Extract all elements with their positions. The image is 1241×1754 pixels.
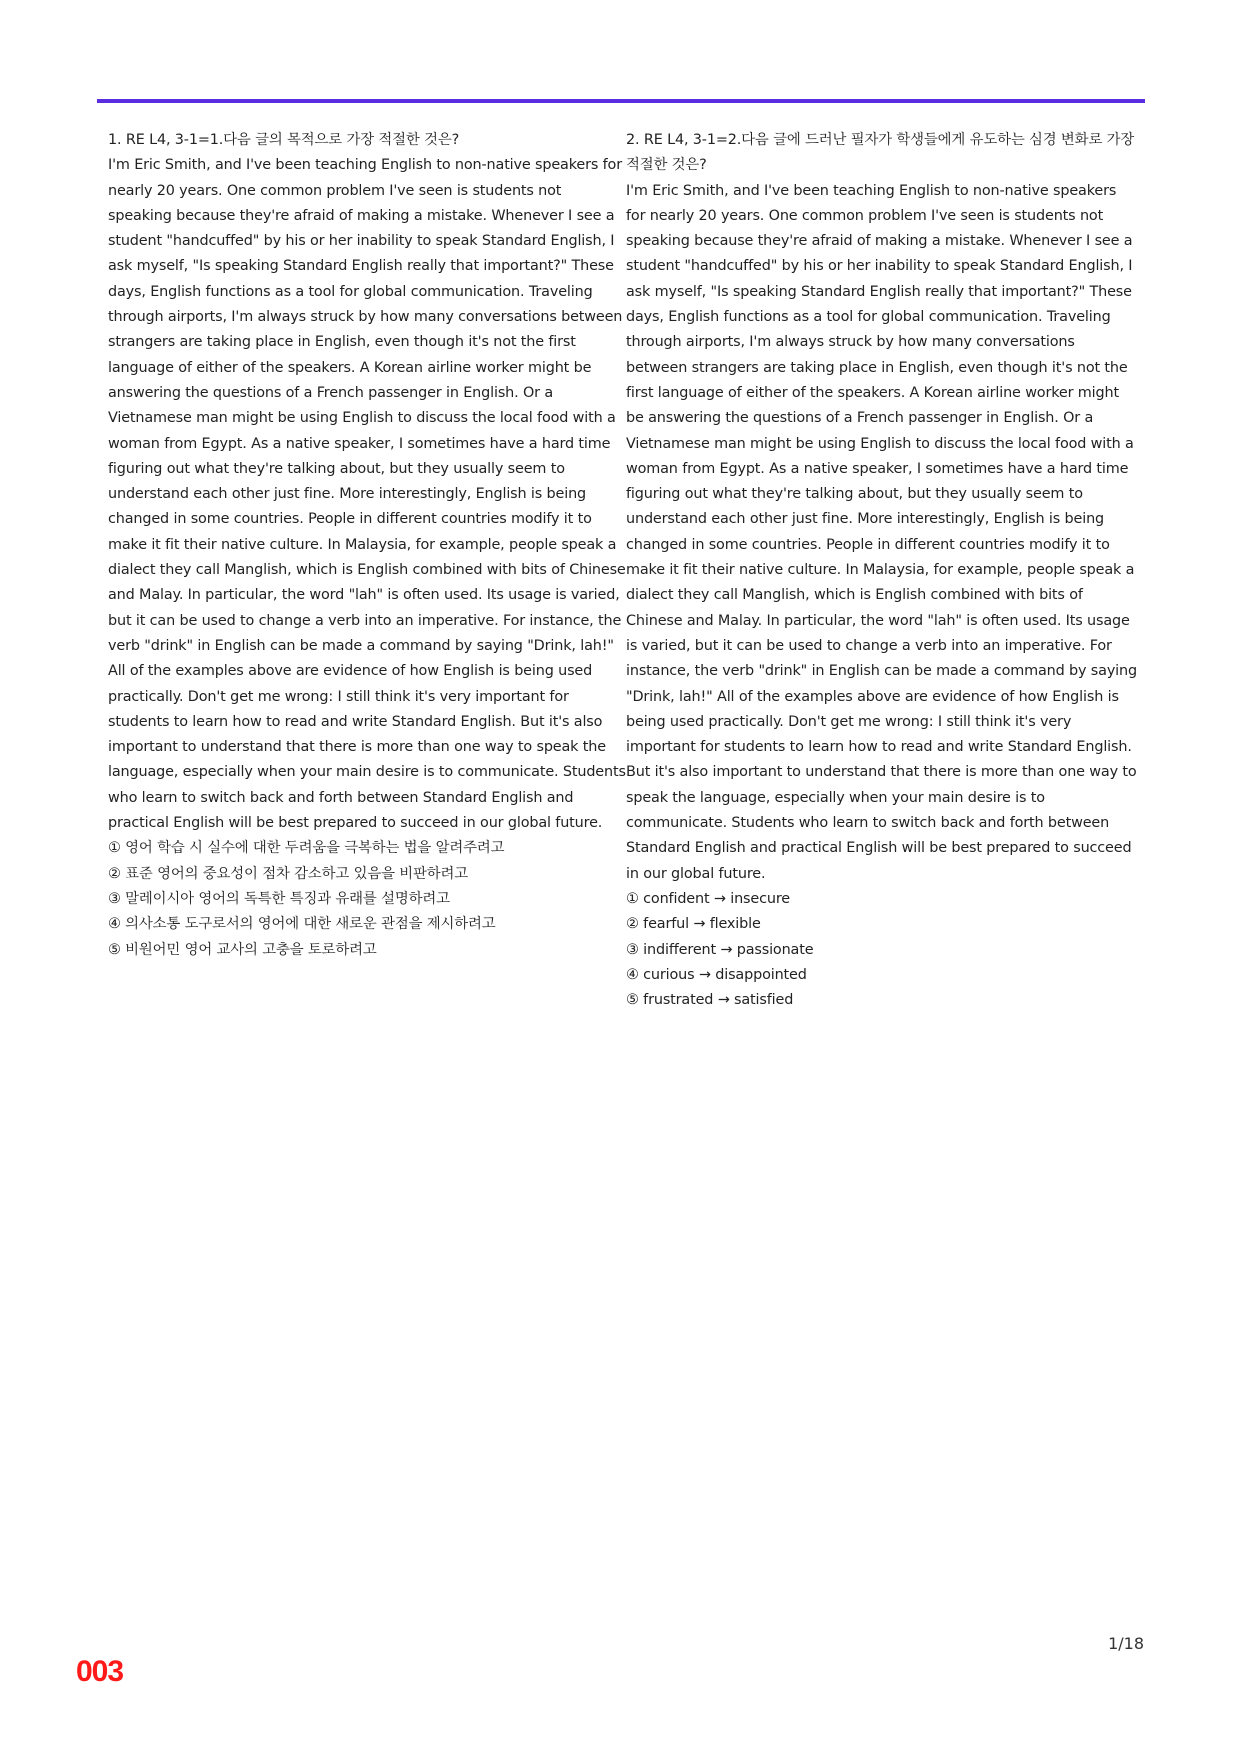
question-2-option-2: ② fearful → flexible — [626, 916, 761, 933]
question-2-option-4: ④ curious → disappointed — [626, 966, 807, 983]
question-1-passage: I'm Eric Smith, and I've been teaching English to non-native speakers for nearly 20 years. One common problem I've seen is students not speaking because they're afraid of making a mistake. Whenever I see a student "handcuffed" by his or her inability to speak Standard English, I ask myself, "Is speaking Standard English really that important?" These days, English functions as a tool for global communication. Traveling through airports, I'm always struck by how many conversations between strangers are taking place in English, even though it's not the first language of either of the speakers. A Korean airline worker might be answering the questions of a French passenger in English. Or a Vietnamese man might be using English to discuss the local food with a woman from Egypt. As a native speaker, I sometimes have a hard time figuring out what they're talking about, but they usually seem to understand each other just fine. More interestingly, English is being changed in some countries. People in different countries modify it to make it fit their native culture. In Malaysia, for example, people speak a dialect they call Manglish, which is English combined with bits of Chinese and Malay. In particular, the word "lah" is often used. Its usage is varied, but it can be used to change a verb into an imperative. For instance, the verb "drink" in English can be made a command by saying "Drink, lah!" All of the examples above are evidence of how English is being used practically. Don't get me wrong: I still think it's very important for students to learn how to read and write Standard English. But it's also important to understand that there is more than one way to speak the language, especially when your main desire is to communicate. Students who learn to switch back and forth between Standard English and practical English will be best prepared to succeed in our global future. — [108, 157, 626, 832]
question-1-option-5: ⑤ 비원어민 영어 교사의 고충을 토로하려고 — [108, 941, 377, 958]
question-2-options — [626, 887, 1138, 1013]
question-1-option-4: ④ 의사소통 도구로서의 영어에 대한 새로운 관점을 제시하려고 — [108, 916, 496, 933]
page-number: 1/18 — [1108, 1634, 1144, 1653]
question-1-options — [108, 836, 626, 962]
question-2-option-5: ⑤ frustrated → satisfied — [626, 992, 794, 1009]
question-2 — [626, 128, 1138, 1013]
question-1-title: 1. RE L4, 3-1=1.다음 글의 목적으로 가장 적절한 것은? — [108, 132, 460, 148]
question-2-option-3: ③ indifferent → passionate — [626, 941, 814, 958]
question-1-option-2: ② 표준 영어의 중요성이 점차 감소하고 있음을 비판하려고 — [108, 865, 469, 882]
doc-code: 003 — [76, 1655, 124, 1688]
question-1-option-3: ③ 말레이시아 영어의 독특한 특징과 유래를 설명하려고 — [108, 890, 450, 907]
question-2-option-1: ① confident → insecure — [626, 890, 790, 907]
question-2-title: 2. RE L4, 3-1=2.다음 글에 드러난 필자가 학생들에게 유도하는 심경 변화로 가장 적절한 것은? — [626, 132, 1135, 174]
question-1-option-1: ① 영어 학습 시 실수에 대한 두려움을 극복하는 법을 알려주려고 — [108, 840, 505, 857]
question-1 — [108, 128, 626, 963]
top-rule — [97, 99, 1145, 103]
question-2-passage: I'm Eric Smith, and I've been teaching English to non-native speakers for nearly 20 years. One common problem I've seen is students not speaking because they're afraid of making a mistake. Whenever I see a student "handcuffed" by his or her inability to speak Standard English, I ask myself, "Is speaking Standard English really that important?" These days, English functions as a tool for global communication. Traveling through airports, I'm always struck by how many conversations between strangers are taking place in English, even though it's not the first language of either of the speakers. A Korean airline worker might be answering the questions of a French passenger in English. Or a Vietnamese man might be using English to discuss the local food with a woman from Egypt. As a native speaker, I sometimes have a hard time figuring out what they're talking about, but they usually seem to understand each other just fine. More interestingly, English is being changed in some countries. People in different countries modify it to make it fit their native culture. In Malaysia, for example, people speak a dialect they call Manglish, which is English combined with bits of Chinese and Malay. In particular, the word "lah" is often used. Its usage is varied, but it can be used to change a verb into an imperative. For instance, the verb "drink" in English can be made a command by saying "Drink, lah!" All of the examples above are evidence of how English is being used practically. Don't get me wrong: I still think it's very important for students to learn how to read and write Standard English. But it's also important to understand that there is more than one way to speak the language, especially when your main desire is to communicate. Students who learn to switch back and forth between Standard English and practical English will be best prepared to succeed in our global future. — [626, 182, 1137, 882]
